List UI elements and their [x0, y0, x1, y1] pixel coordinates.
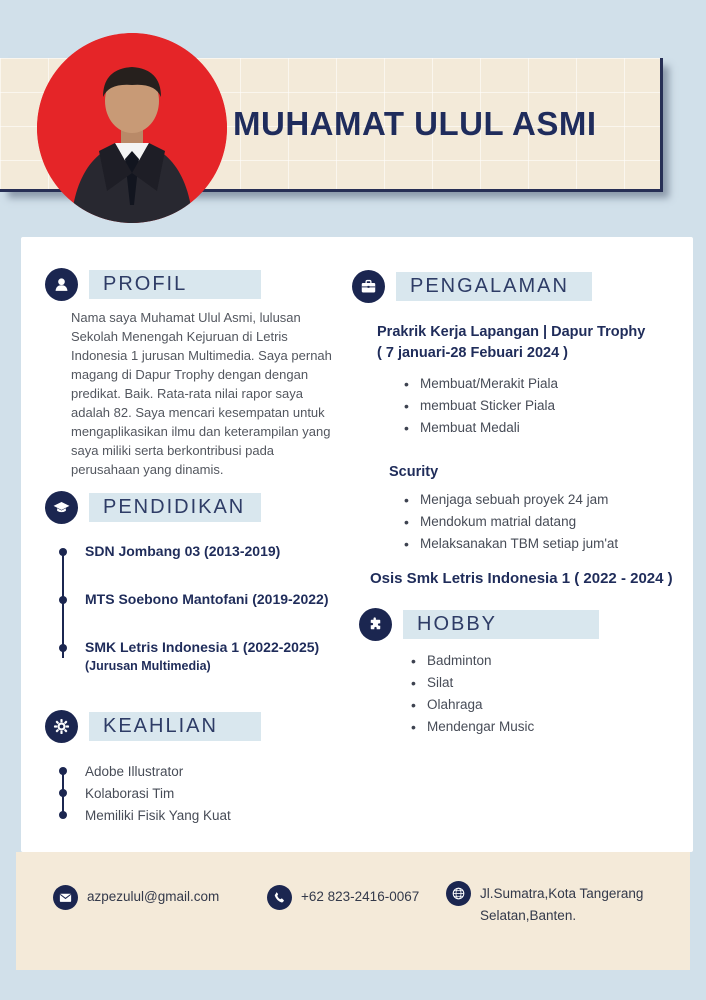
timeline-dot	[59, 789, 67, 797]
timeline-dot	[59, 548, 67, 556]
contact-address	[446, 881, 643, 927]
contact-email	[53, 885, 219, 910]
skill-item: Adobe Illustrator	[59, 762, 351, 784]
education-timeline	[59, 543, 351, 673]
timeline-dot	[59, 767, 67, 775]
address-text: Jl.Sumatra,Kota Tangerang Selatan,Banten.	[480, 886, 644, 923]
timeline-dot	[59, 596, 67, 604]
section-header-keahlian	[45, 710, 351, 743]
contact-footer	[16, 852, 690, 970]
bullet-item: • Menjaga sebuah proyek 24 jam	[404, 489, 682, 511]
section-header-profil	[45, 268, 351, 301]
gear-icon	[45, 710, 78, 743]
contact-phone	[267, 885, 419, 910]
page-title: MUHAMAT ULUL ASMI	[233, 104, 597, 142]
section-title-hobby: HOBBY	[403, 610, 599, 639]
bullet-item: • Mendokum matrial datang	[404, 511, 682, 533]
section-title-profil: PROFIL	[89, 270, 261, 299]
profile-photo-illustration	[37, 33, 227, 223]
skill-item: Kolaborasi Tim	[59, 784, 351, 806]
section-title-pendidikan: PENDIDIKAN	[89, 493, 261, 522]
skill-item: Memiliki Fisik Yang Kuat	[59, 806, 351, 828]
timeline-dot	[59, 644, 67, 652]
experience-bullets	[404, 373, 682, 439]
education-item-sub: (Jurusan Multimedia)	[85, 659, 211, 673]
profile-photo	[37, 33, 227, 223]
education-item: SMK Letris Indonesia 1 (2022-2025) (Jurusan Multimedia)	[59, 639, 351, 673]
globe-icon	[446, 881, 471, 906]
section-header-pengalaman	[352, 270, 682, 303]
bullet-item: • membuat Sticker Piala	[404, 395, 682, 417]
education-item: MTS Soebono Mantofani (2019-2022)	[59, 591, 351, 608]
puzzle-icon	[359, 608, 392, 641]
section-header-pendidikan	[45, 491, 351, 524]
timeline-dot	[59, 811, 67, 819]
skills-list	[59, 762, 351, 828]
scurity-bullets	[404, 489, 682, 555]
bullet-item: • Silat	[411, 672, 682, 694]
profil-paragraph: Nama saya Muhamat Ulul Asmi, lulusan Sekolah Menengah Kejuruan di Letris Indonesia 1 jurusan Multimedia. Saya pernah magang di Dapur Trophy dengan dengan predikat. Baik. Rata-rata nilai rapor saya adalah 82. Saya mencari kesempatan untuk mengaplikasikan ilmu dan keterampilan yang saya miliki serta berkontribusi pada perusahaan yang dinamis.	[71, 310, 332, 477]
section-title-pengalaman: PENGALAMAN	[396, 272, 592, 301]
envelope-icon	[53, 885, 78, 910]
section-header-hobby	[359, 608, 682, 641]
graduation-cap-icon	[45, 491, 78, 524]
resume-body-card	[21, 237, 693, 852]
bullet-item: • Badminton	[411, 650, 682, 672]
right-column	[352, 270, 682, 738]
osis-heading: Osis Smk Letris Indonesia 1 ( 2022 - 2024 )	[370, 570, 673, 587]
email-text: azpezulul@gmail.com	[87, 889, 220, 904]
experience-heading: Prakrik Kerja Lapangan | Dapur Trophy ( 7 januari-28 Febuari 2024 )	[377, 324, 646, 361]
bullet-item: • Membuat Medali	[404, 417, 682, 439]
phone-text: +62 823-2416-0067	[301, 889, 420, 904]
experience-heading-scurity: Scurity	[389, 464, 439, 480]
bullet-item: • Melaksanakan TBM setiap jum'at	[404, 533, 682, 555]
left-column	[45, 268, 351, 828]
education-item: SDN Jombang 03 (2013-2019)	[59, 543, 351, 560]
bullet-item: • Olahraga	[411, 694, 682, 716]
briefcase-icon	[352, 270, 385, 303]
bullet-item: • Membuat/Merakit Piala	[404, 373, 682, 395]
phone-icon	[267, 885, 292, 910]
bullet-item: • Mendengar Music	[411, 716, 682, 738]
section-title-keahlian: KEAHLIAN	[89, 712, 261, 741]
hobby-list	[411, 650, 682, 738]
person-icon	[45, 268, 78, 301]
